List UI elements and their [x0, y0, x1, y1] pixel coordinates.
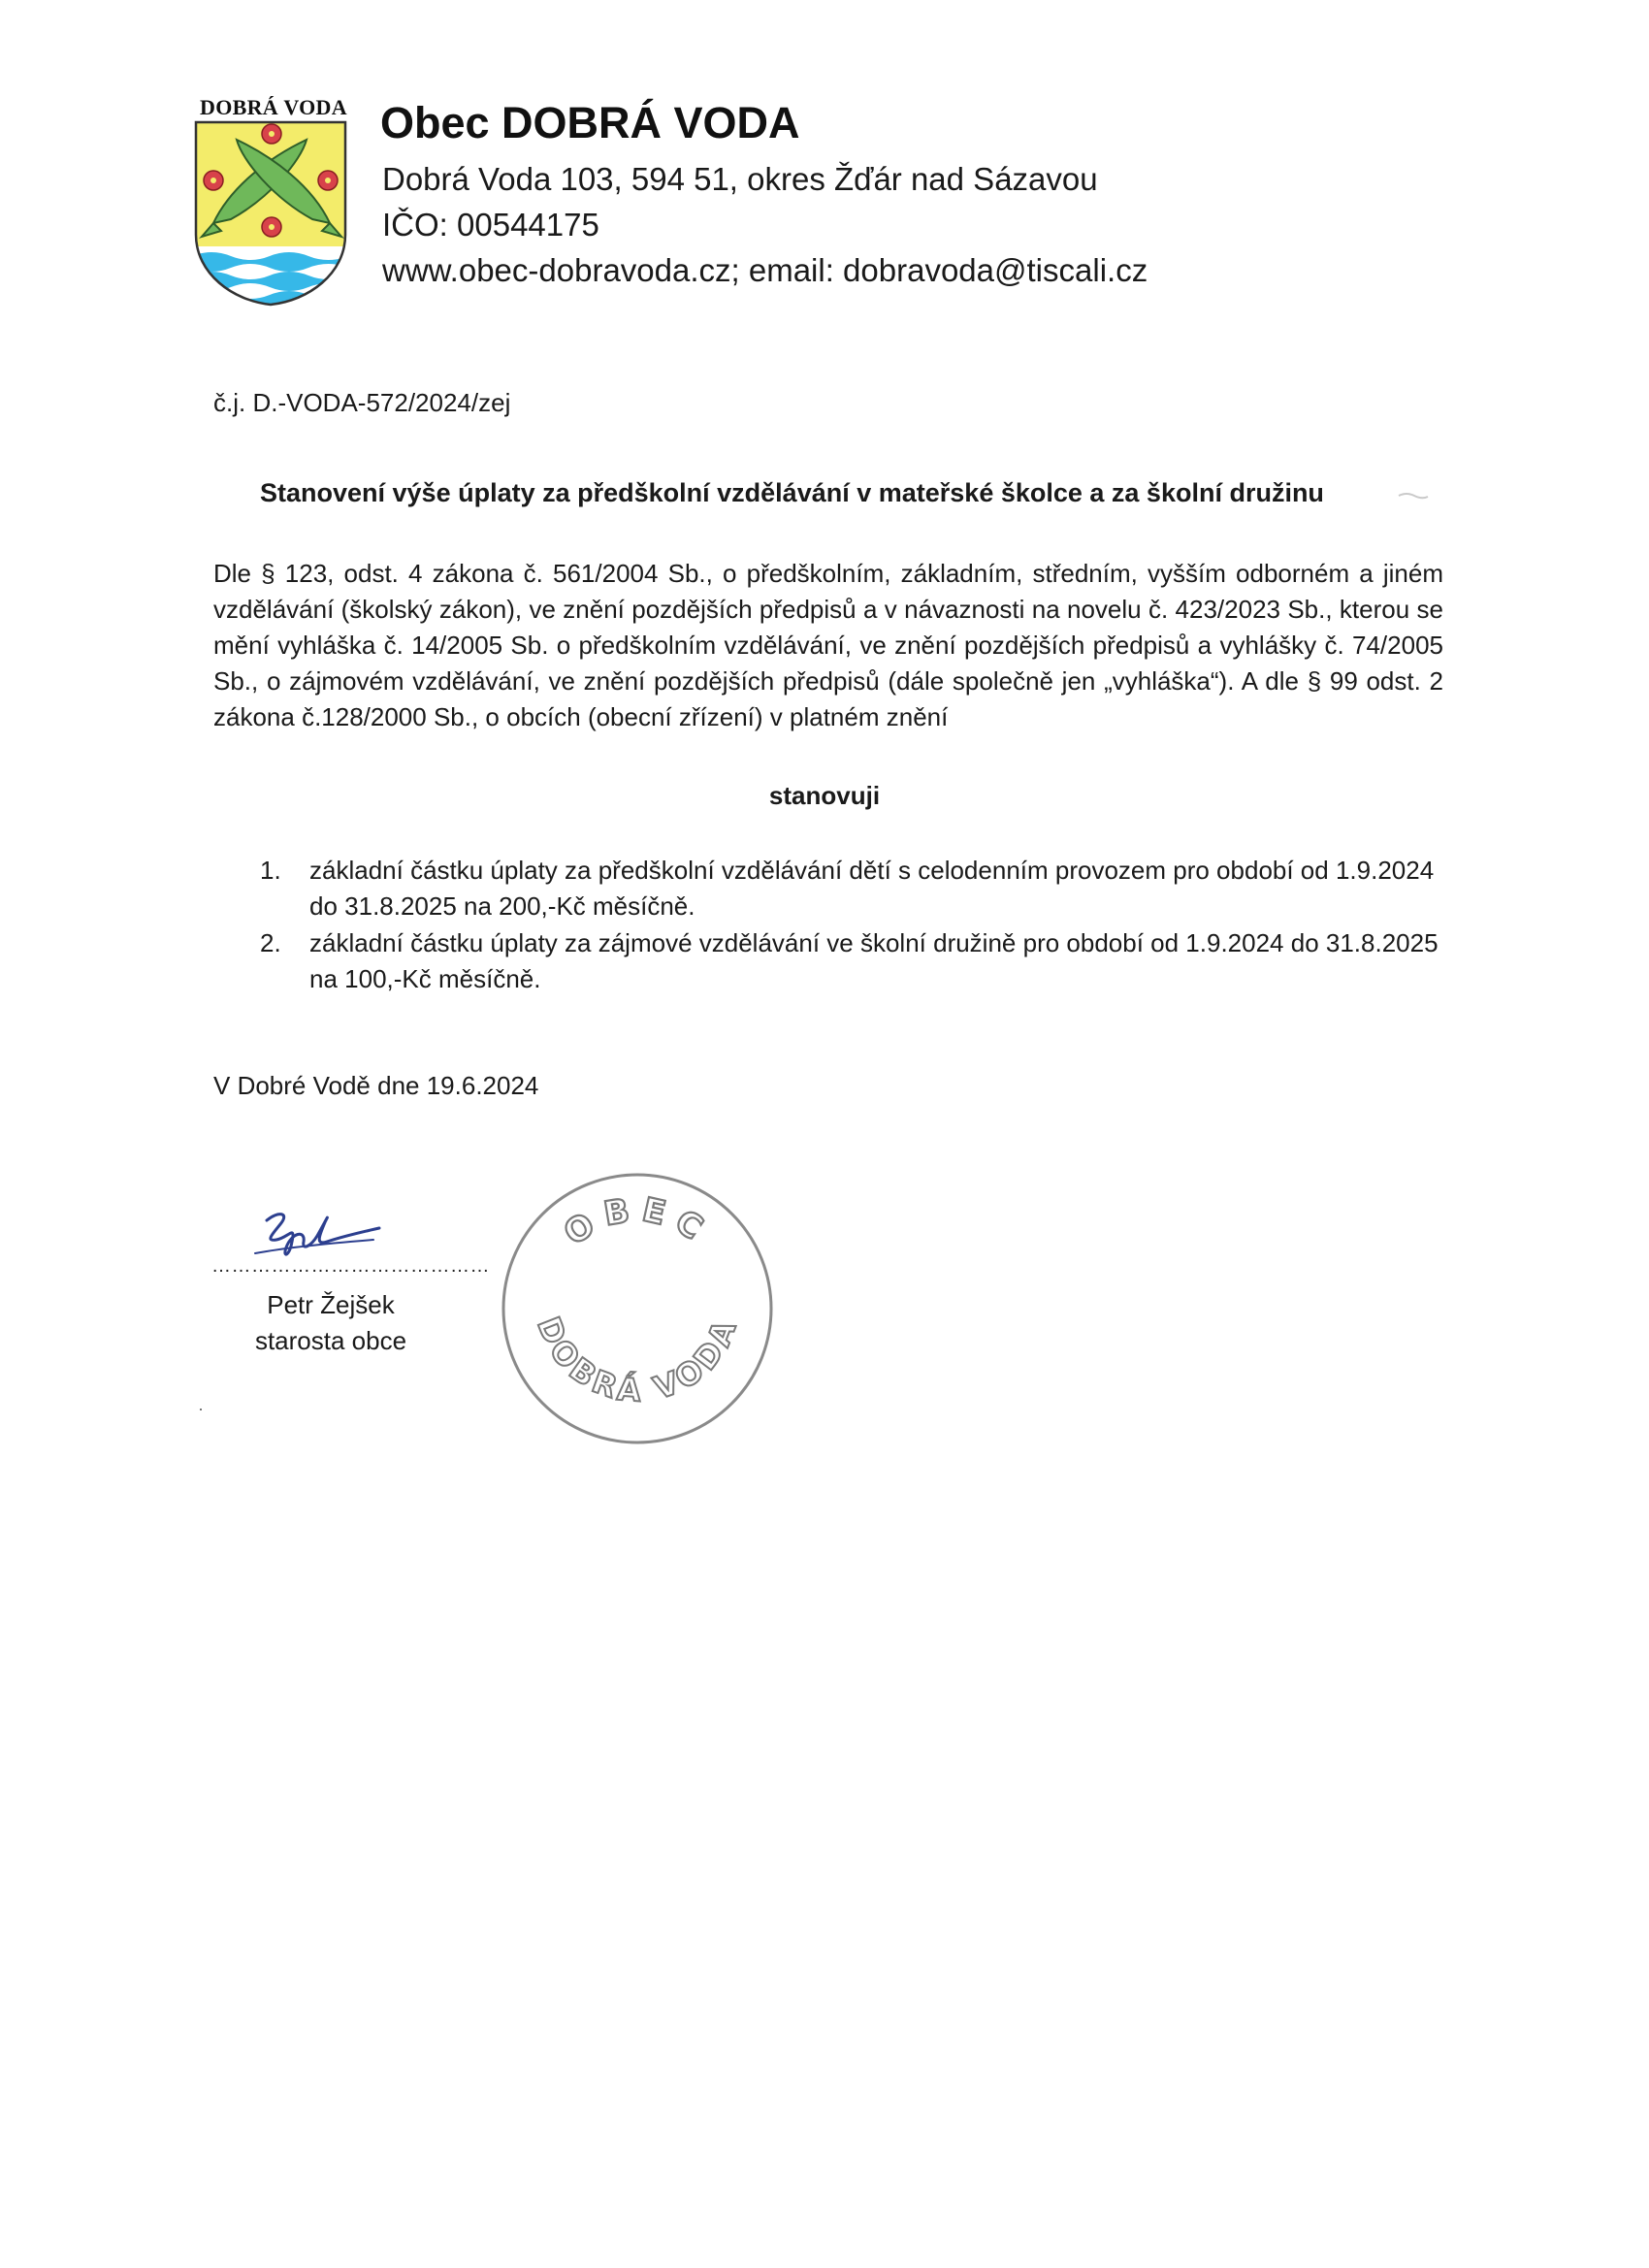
- municipality-contact: www.obec-dobravoda.cz; email: dobravoda@tiscali.cz: [382, 252, 1148, 288]
- scan-smudge-icon: [1397, 490, 1430, 502]
- list-item-number: 2.: [260, 928, 281, 957]
- stamp-top-text: OBEC: [557, 1189, 718, 1254]
- reference-number: č.j. D.-VODA-572/2024/zej: [213, 388, 511, 417]
- official-stamp-icon: [497, 1168, 778, 1449]
- list-item: [260, 925, 1443, 997]
- svg-text:OBEC: [557, 1190, 717, 1253]
- coat-of-arms-icon: [192, 118, 349, 308]
- municipality-title: Obec DOBRÁ VODA: [380, 98, 800, 147]
- list-item: [260, 853, 1443, 924]
- coat-of-arms-label: DOBRÁ VODA: [200, 95, 347, 119]
- document-title: Stanovení výše úplaty za předškolní vzdělávání v mateřské školce a za školní družinu: [260, 478, 1324, 507]
- place-and-date: V Dobré Vodě dne 19.6.2024: [213, 1071, 539, 1100]
- municipality-ico: IČO: 00544175: [382, 207, 599, 243]
- list-item-text: základní částku úplaty za zájmové vzdělávání ve školní družině pro období od 1.9.2024 do 31.8.2025 na 100,-Kč měsíčně.: [309, 928, 1439, 993]
- scan-speck: [200, 1409, 202, 1410]
- signer-role: starosta obce: [254, 1326, 407, 1355]
- decree-heading: stanovuji: [768, 781, 881, 810]
- svg-text:DOBRÁ VODA: [530, 1312, 744, 1409]
- list-item-text: základní částku úplaty za předškolní vzdělávání dětí s celodenním provozem pro období od 1.9.2024 do 31.8.2025 na 200,-Kč měsíčně.: [309, 856, 1435, 921]
- list-item-number: 1.: [260, 856, 281, 885]
- stamp-bottom-text: DOBRÁ VODA: [530, 1312, 745, 1409]
- signature-line: ……………………………………: [211, 1255, 490, 1277]
- signer-name: Petr Žejšek: [267, 1290, 395, 1319]
- municipality-address: Dobrá Voda 103, 594 51, okres Žďár nad Sázavou: [382, 161, 1098, 197]
- legal-basis-paragraph: Dle § 123, odst. 4 zákona č. 561/2004 Sb., o předškolním, základním, středním, vyšším odborném a jiném vzdělávání (školský zákon), ve znění pozdějších předpisů a v návaznosti na novelu č. 423/2023 Sb., kterou se mění vyhláška č. 14/2005 Sb. o předškolním vzdělávání, ve znění pozdějších předpisů a vyhlášky č. 74/2005 Sb., o zájmovém vzdělávání, ve znění pozdějších předpisů (dále společně jen „vyhláška“). A dle § 99 odst. 2 zákona č.128/2000 Sb., o obcích (obecní zřízení) v platném znění: [213, 559, 1443, 731]
